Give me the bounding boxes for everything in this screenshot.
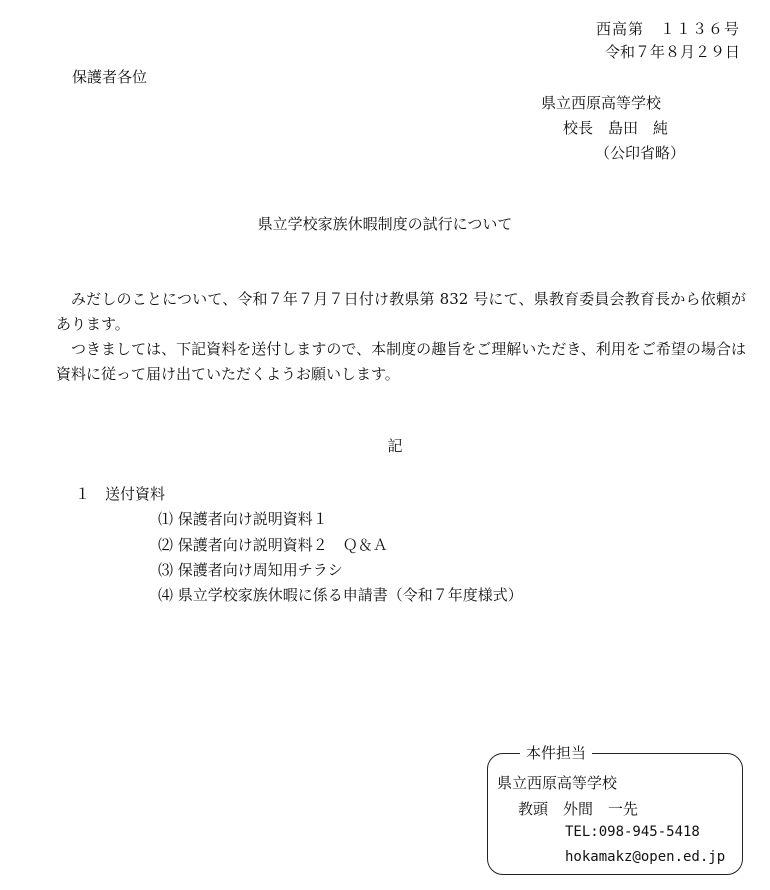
document-date: 令和７年８月２９日 xyxy=(604,43,740,61)
body-paragraph-1: みだしのことについて、令和７年７月７日付け教県第 832 号にて、県教育委員会教育長から依頼があります。 xyxy=(56,290,746,333)
contact-legend: 本件担当 xyxy=(520,745,592,761)
contact-school: 県立西原高等学校 xyxy=(497,774,618,792)
attachments-title: １ 送付資料 xyxy=(75,485,166,503)
attachment-item: ⑷ 県立学校家族休暇に係る申請書（令和７年度様式） xyxy=(158,586,523,604)
contact-tel: TEL:098-945-5418 xyxy=(565,824,700,840)
contact-person: 教頭 外間 一先 xyxy=(518,800,639,818)
attachment-item: ⑵ 保護者向け説明資料２ Ｑ＆Ａ xyxy=(158,536,388,554)
ki-heading: 記 xyxy=(387,437,403,455)
attachment-item: ⑶ 保護者向け周知用チラシ xyxy=(158,561,343,579)
document-number: 西高第 １１３６号 xyxy=(595,20,740,38)
issuer-principal: 校長 島田 純 xyxy=(563,119,669,137)
recipient: 保護者各位 xyxy=(72,68,148,86)
body-paragraph-2: つきましては、下記資料を送付しますので、本制度の趣旨をご理解いただき、利用をご希望の場合は資料に従って届け出ていただくようお願いします。 xyxy=(56,340,746,383)
attachment-item: ⑴ 保護者向け説明資料１ xyxy=(158,510,328,528)
seal-note: （公印省略） xyxy=(595,144,686,162)
subject-title: 県立学校家族休暇制度の試行について xyxy=(257,215,513,233)
issuer-school: 県立西原高等学校 xyxy=(541,94,662,112)
contact-email[interactable]: hokamakz@open.ed.jp xyxy=(565,849,726,865)
